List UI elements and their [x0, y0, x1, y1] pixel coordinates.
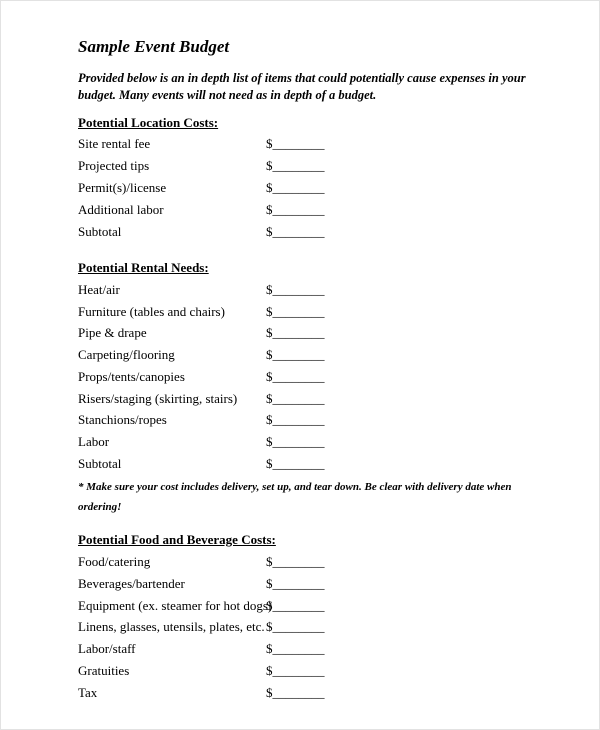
section-heading-rental: Potential Rental Needs:	[78, 260, 209, 275]
item-label: Carpeting/flooring	[78, 347, 175, 362]
amount-blank: $________	[266, 180, 325, 195]
section-heading-location: Potential Location Costs:	[78, 115, 219, 130]
budget-row	[78, 554, 348, 572]
budget-row	[78, 391, 348, 409]
item-label: Props/tents/canopies	[78, 369, 185, 384]
budget-row	[78, 412, 348, 430]
budget-row	[78, 663, 348, 681]
budget-row	[78, 434, 348, 452]
amount-blank: $________	[266, 663, 325, 678]
budget-row	[78, 325, 348, 343]
budget-row	[78, 641, 348, 659]
amount-blank: $________	[266, 619, 325, 634]
budget-row	[78, 619, 348, 637]
amount-blank: $________	[266, 347, 325, 362]
item-label: Furniture (tables and chairs)	[78, 304, 225, 319]
budget-row	[78, 576, 348, 594]
amount-blank: $________	[266, 325, 325, 340]
budget-row	[78, 224, 348, 242]
amount-blank: $________	[266, 641, 325, 656]
budget-row	[78, 282, 348, 300]
item-label: Subtotal	[78, 456, 122, 471]
item-label: Labor	[78, 434, 110, 449]
budget-row	[78, 136, 348, 154]
amount-blank: $________	[266, 434, 325, 449]
item-label: Gratuities	[78, 663, 130, 678]
amount-blank: $________	[266, 598, 325, 613]
amount-blank: $________	[266, 136, 325, 151]
item-label: Site rental fee	[78, 136, 151, 151]
item-label: Projected tips	[78, 158, 150, 173]
delivery-note: * Make sure your cost includes delivery, set up, and tear down. Be clear with delivery date when ordering!	[78, 481, 512, 513]
budget-row	[78, 180, 348, 198]
budget-row	[78, 202, 348, 220]
amount-blank: $________	[266, 685, 325, 700]
item-label: Labor/staff	[78, 641, 136, 656]
budget-row	[78, 598, 348, 616]
intro-paragraph: Provided below is an in depth list of items that could potentially cause expenses in your budget. Many events will not need as in depth of a budget.	[78, 71, 526, 102]
item-label: Heat/air	[78, 282, 120, 297]
budget-row	[78, 304, 348, 322]
amount-blank: $________	[266, 282, 325, 297]
amount-blank: $________	[266, 576, 325, 591]
amount-blank: $________	[266, 391, 325, 406]
budget-row	[78, 158, 348, 176]
amount-blank: $________	[266, 202, 325, 217]
budget-row	[78, 456, 348, 474]
item-label: Linens, glasses, utensils, plates, etc.	[78, 619, 265, 634]
budget-row	[78, 369, 348, 387]
item-label: Subtotal	[78, 224, 122, 239]
item-label: Pipe & drape	[78, 325, 147, 340]
item-label: Permit(s)/license	[78, 180, 167, 195]
item-label: Risers/staging (skirting, stairs)	[78, 391, 238, 406]
amount-blank: $________	[266, 224, 325, 239]
budget-row	[78, 685, 348, 703]
amount-blank: $________	[266, 158, 325, 173]
item-label: Equipment (ex. steamer for hot dogs)	[78, 598, 273, 613]
amount-blank: $________	[266, 369, 325, 384]
amount-blank: $________	[266, 554, 325, 569]
item-label: Additional labor	[78, 202, 164, 217]
budget-row	[78, 347, 348, 365]
amount-blank: $________	[266, 304, 325, 319]
amount-blank: $________	[266, 456, 325, 471]
item-label: Stanchions/ropes	[78, 412, 167, 427]
item-label: Beverages/bartender	[78, 576, 185, 591]
amount-blank: $________	[266, 412, 325, 427]
item-label: Food/catering	[78, 554, 151, 569]
page-title: Sample Event Budget	[78, 37, 230, 56]
section-heading-food: Potential Food and Beverage Costs:	[78, 532, 276, 547]
item-label: Tax	[78, 685, 98, 700]
